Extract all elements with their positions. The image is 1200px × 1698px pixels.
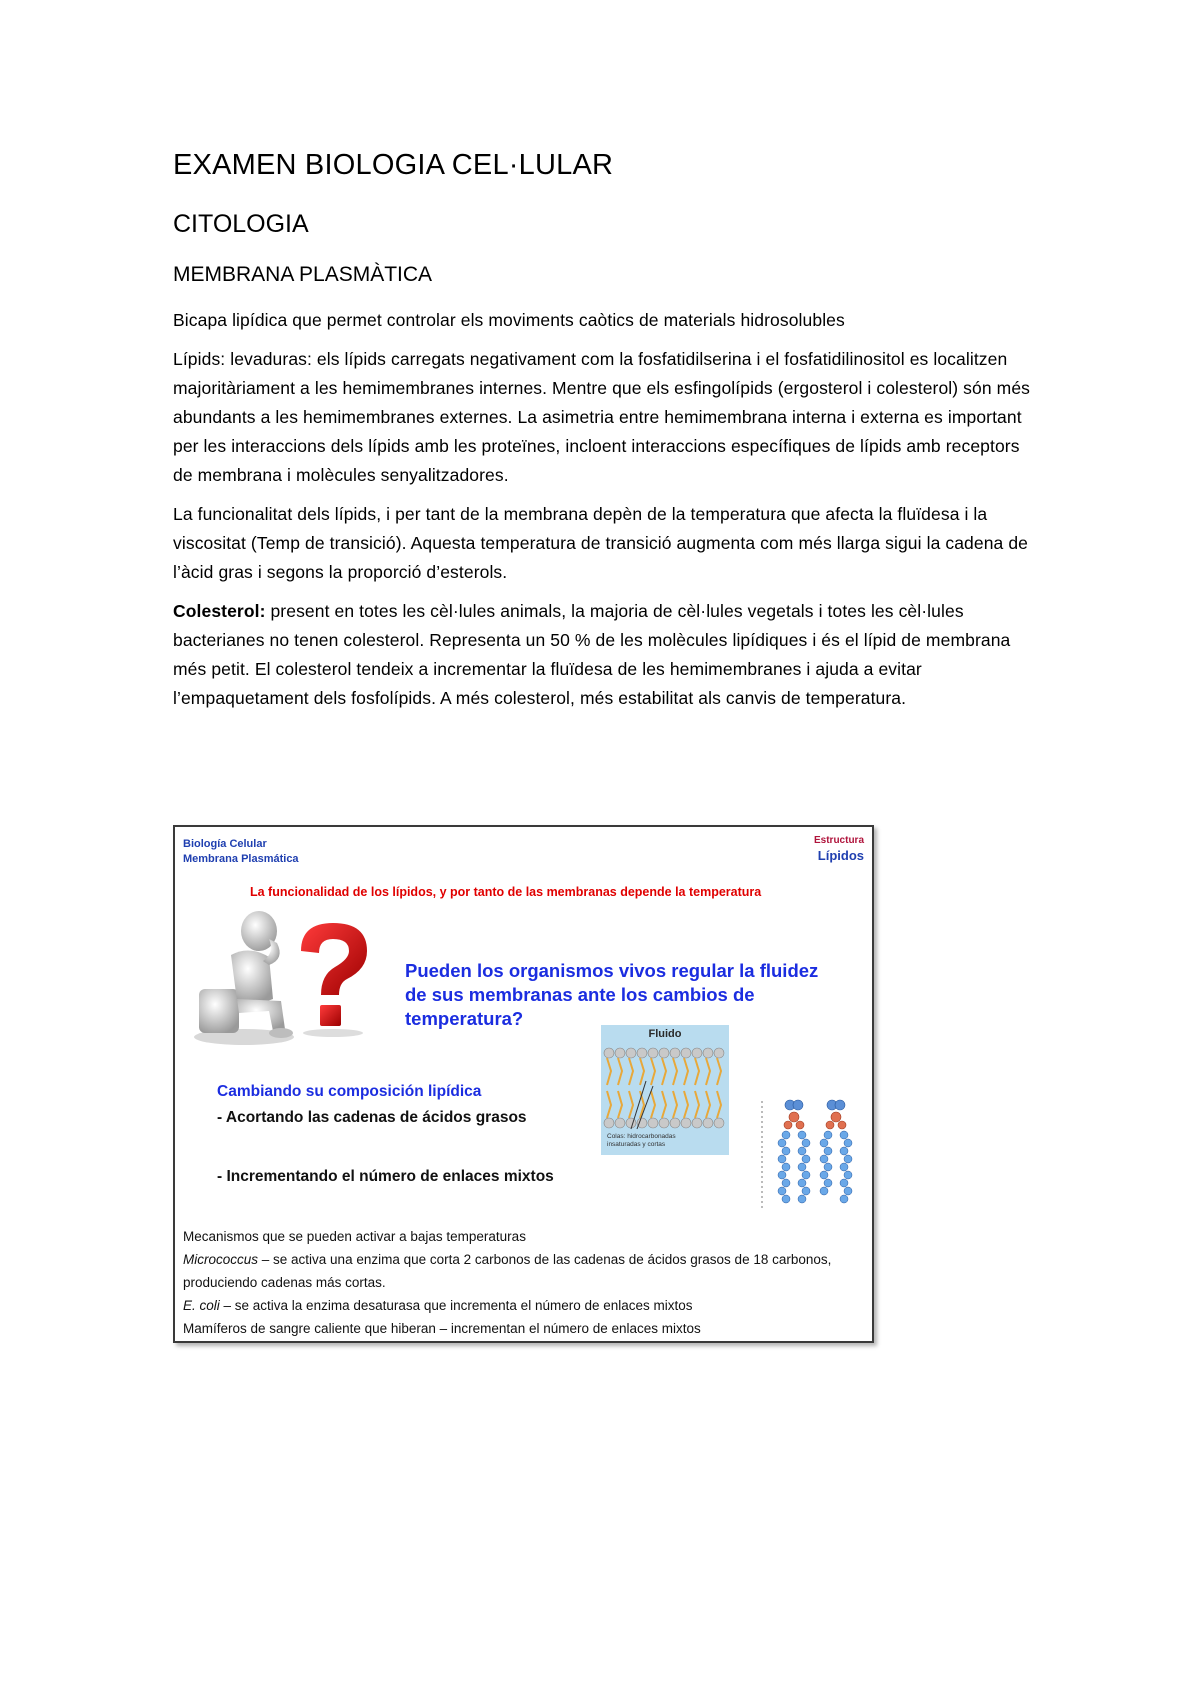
paragraph-funcionalitat: La funcionalitat dels lípids, i per tant de la membrana depèn de la temperatura que afecta la fluïdesa i la viscositat (Temp de transició). Aquesta temperatura de transició augmenta com més llarga sigui la cadena de l’àcid gras i segons la proporció d’esterols. bbox=[173, 504, 1029, 582]
mechanism-mammals: Mamíferos de sangre caliente que hiberan – incrementan el número de enlaces mixtos bbox=[183, 1321, 701, 1336]
slide-question: Pueden los organismos vivos regular la fluidez de sus membranas ante los cambios de temperatura? bbox=[405, 960, 819, 1029]
slide-mechanisms bbox=[183, 1225, 843, 1340]
mechanism-ecoli bbox=[183, 1294, 843, 1317]
membrane-caption: Colas: hidrocarbonadas insaturadas y cortas bbox=[607, 1133, 676, 1148]
paragraph-bicapa: Bicapa lipídica que permet controlar els moviments caòtics de materials hidrosolubles bbox=[173, 310, 845, 330]
slide-course: Biología Celular bbox=[183, 838, 267, 850]
micrococcus-text: – se activa una enzima que corta 2 carbonos de las cadenas de ácidos grasos de 18 carbonos, produciendo cadenas más cortas. bbox=[183, 1252, 832, 1290]
lipid-bilayer-icon bbox=[601, 1041, 729, 1141]
membrane-label: Fluido bbox=[648, 1028, 682, 1040]
question-mark-icon bbox=[291, 919, 376, 1039]
ecoli-name: E. coli bbox=[183, 1298, 220, 1313]
thinking-person-icon bbox=[189, 909, 299, 1049]
mechanism-micrococcus bbox=[183, 1248, 843, 1294]
slide-header-right bbox=[814, 835, 864, 863]
embedded-slide bbox=[173, 825, 874, 1343]
slide-answer: Cambiando su composición lipídica bbox=[217, 1083, 482, 1100]
slide-tag: Estructura bbox=[813, 835, 864, 846]
ecoli-text: – se activa la enzima desaturasa que incrementa el número de enlaces mixtos bbox=[219, 1298, 693, 1313]
slide-topic: Membrana Plasmática bbox=[183, 853, 299, 865]
mechanisms-title: Mecanismos que se pueden activar a bajas temperaturas bbox=[183, 1229, 526, 1244]
membrane-diagram bbox=[601, 1025, 729, 1155]
slide-point-1: - Acortando las cadenas de ácidos grasos bbox=[217, 1109, 527, 1126]
lipid-molecules-icon bbox=[760, 1097, 860, 1215]
subsection-heading: MEMBRANA PLASMÀTICA bbox=[173, 263, 433, 286]
colesterol-text: present en totes les cèl·lules animals, la majoria de cèl·lules vegetals i totes les cèl·lules bacterianes no tenen colesterol. Representa un 50 % de les molècules lipídiques i és el lípid de membrana més petit. El colesterol tendeix a incrementar la fluïdesa de les hemimembranes i ajuda a evitar l’empaquetament dels fosfolípids. A més colesterol, més estabilitat als canvis de temperatura. bbox=[173, 601, 1011, 708]
colesterol-label: Colesterol: bbox=[173, 601, 266, 621]
slide-headline: La funcionalidad de los lípidos, y por tanto de las membranas depende la temperatura bbox=[250, 885, 762, 899]
micrococcus-name: Micrococcus bbox=[183, 1252, 259, 1267]
paragraph-lipids: Lípids: levaduras: els lípids carregats negativament com la fosfatidilserina i el fosfatidilinositol es localitzen majoritàriament a les hemimembranes internes. Mentre que els esfingolípids (ergosterol i colesterol) són més abundants a les hemimembranes externes. La asimetria entre hemimembrana interna i externa es important per les interaccions dels lípids amb les proteïnes, incloent interaccions específiques de lípids amb receptors de membrana i molècules senyalitzadores. bbox=[173, 349, 1031, 485]
slide-header-left bbox=[183, 837, 299, 867]
paragraph-colesterol bbox=[173, 597, 1043, 713]
slide-point-2: - Incrementando el número de enlaces mixtos bbox=[217, 1168, 554, 1185]
document-content bbox=[173, 140, 1043, 713]
document-title: EXAMEN BIOLOGIA CEL·LULAR bbox=[173, 149, 614, 181]
section-heading: CITOLOGIA bbox=[173, 210, 309, 238]
slide-tag2: Lípidos bbox=[817, 848, 864, 863]
